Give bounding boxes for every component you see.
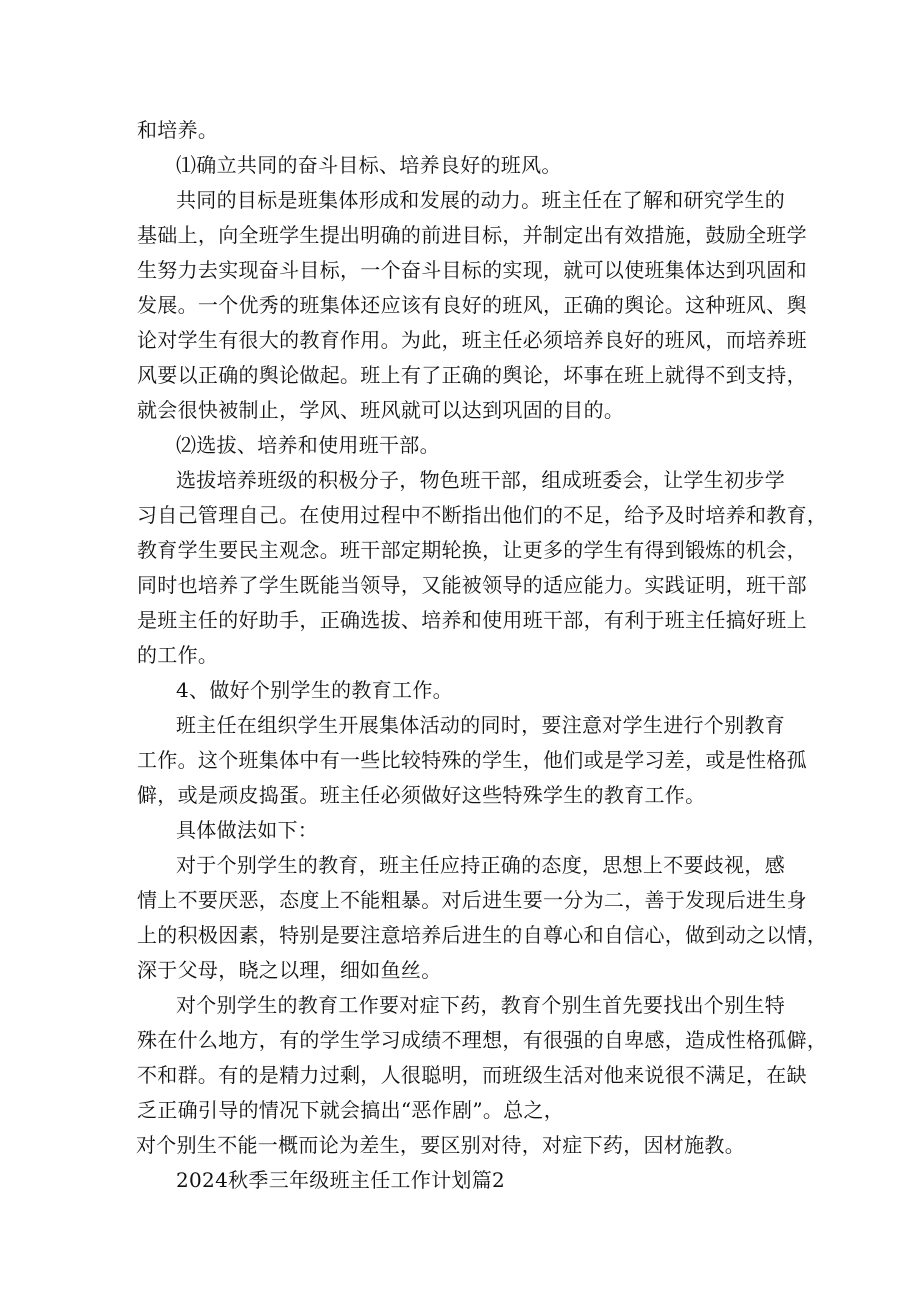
text-line: 是班主任的好助手，正确选拔、培养和使用班干部，有利于班主任搞好班上: [137, 608, 807, 632]
text-line: 工作。这个班集体中有一些比较特殊的学生，他们或是学习差，或是性格孤: [137, 748, 807, 772]
section-heading: 2024秋季三年级班主任工作计划篇2: [176, 1168, 506, 1192]
text-line: 和培养。: [137, 118, 219, 142]
text-line: 情上不要厌恶，态度上不能粗暴。对后进生要一分为二，善于发现后进生身: [137, 888, 807, 912]
text-line: 论对学生有很大的教育作用。为此，班主任必须培养良好的班风，而培养班: [137, 328, 807, 352]
text-line: 僻，或是顽皮捣蛋。班主任必须做好这些特殊学生的教育工作。: [137, 783, 706, 807]
text-line: 对于个别学生的教育，班主任应持正确的态度，思想上不要歧视，感: [176, 853, 785, 877]
text-line: 4、做好个别学生的教育工作。: [176, 678, 453, 702]
text-line: 班主任在组织学生开展集体活动的同时，要注意对学生进行个别教育: [176, 713, 785, 737]
text-line: 的工作。: [137, 643, 219, 667]
text-line: 风要以正确的舆论做起。班上有了正确的舆论，坏事在班上就得不到支持，: [137, 363, 807, 387]
text-line: 基础上，向全班学生提出明确的前进目标，并制定出有效措施，鼓励全班学: [137, 223, 807, 247]
text-line: 教育学生要民主观念。班干部定期轮换，让更多的学生有得到锻炼的机会，: [137, 538, 807, 562]
text-line: ⑵选拔、培养和使用班干部。: [176, 433, 440, 457]
text-line: 上的积极因素，特别是要注意培养后进生的自尊心和自信心，做到动之以情，: [137, 923, 828, 947]
text-line: 共同的目标是班集体形成和发展的动力。班主任在了解和研究学生的: [176, 188, 785, 212]
text-line: 生努力去实现奋斗目标，一个奋斗目标的实现，就可以使班集体达到巩固和: [137, 258, 807, 282]
text-line: 发展。一个优秀的班集体还应该有良好的班风，正确的舆论。这种班风、舆: [137, 293, 807, 317]
text-line: 殊在什么地方，有的学生学习成绩不理想，有很强的自卑感，造成性格孤僻，: [137, 1028, 828, 1052]
text-line: 不和群。有的是精力过剩，人很聪明，而班级生活对他来说很不满足，在缺: [137, 1063, 807, 1087]
text-line: 就会很快被制止，学风、班风就可以达到巩固的目的。: [137, 398, 625, 422]
text-line: 对个别生不能一概而论为差生，要区别对待，对症下药，因材施教。: [136, 1133, 745, 1157]
text-line: 选拔培养班级的积极分子，物色班干部，组成班委会，让学生初步学: [176, 468, 785, 492]
text-line: 具体做法如下：: [176, 818, 319, 842]
text-line: 深于父母，晓之以理，细如鱼丝。: [137, 958, 442, 982]
text-line: 对个别学生的教育工作要对症下药，教育个别生首先要找出个别生特: [176, 993, 785, 1017]
text-line: ⑴确立共同的奋斗目标、培养良好的班风。: [176, 153, 562, 177]
text-line: 同时也培养了学生既能当领导，又能被领导的适应能力。实践证明，班干部: [137, 573, 807, 597]
text-line: 乏正确引导的情况下就会搞出“恶作剧”。总之，: [137, 1098, 565, 1122]
text-line: 习自己管理自己。在使用过程中不断指出他们的不足，给予及时培养和教育，: [137, 503, 828, 527]
